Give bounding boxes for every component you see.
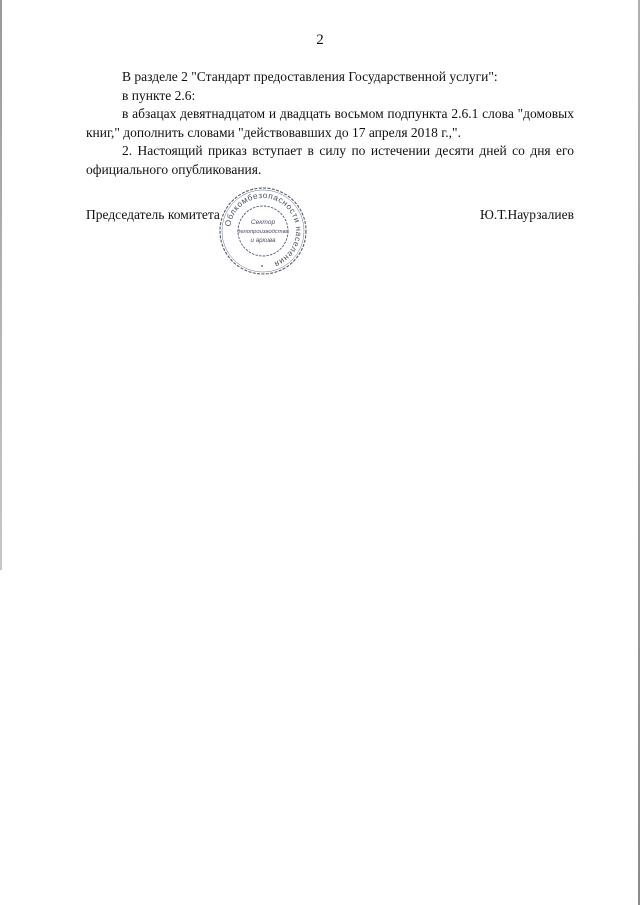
document-body — [86, 68, 574, 179]
signer-name: Ю.Т.Наурзалиев — [479, 207, 574, 222]
signer-title: Председатель комитета — [86, 207, 220, 222]
page-number: 2 — [316, 32, 324, 48]
stamp-center-line-1: Сектор — [250, 219, 276, 226]
paragraph-clause: в пункте 2.6: — [122, 87, 196, 103]
official-stamp — [218, 186, 308, 276]
stamp-ring-text: Облкомбезопасности населения — [223, 190, 304, 269]
paragraph-amendment: в абзацах девятнадцатом и двадцать восьмом подпункта 2.6.1 слова "домовых книг," дополнить словами "действовавших до 17 апреля 2018 г.,". — [86, 106, 574, 140]
stamp-center-line-2: делопроизводства — [237, 229, 289, 235]
stamp-seal-graphic — [218, 186, 308, 276]
scan-edge-left — [0, 0, 2, 570]
stamp-center-line-3: и архива — [250, 237, 276, 244]
paragraph-effective-date: 2. Настоящий приказ вступает в силу по истечении десяти дней со дня его официального опубликования. — [86, 143, 574, 177]
paragraph-section-heading: В разделе 2 "Стандарт предоставления Государственной услуги": — [122, 69, 498, 84]
